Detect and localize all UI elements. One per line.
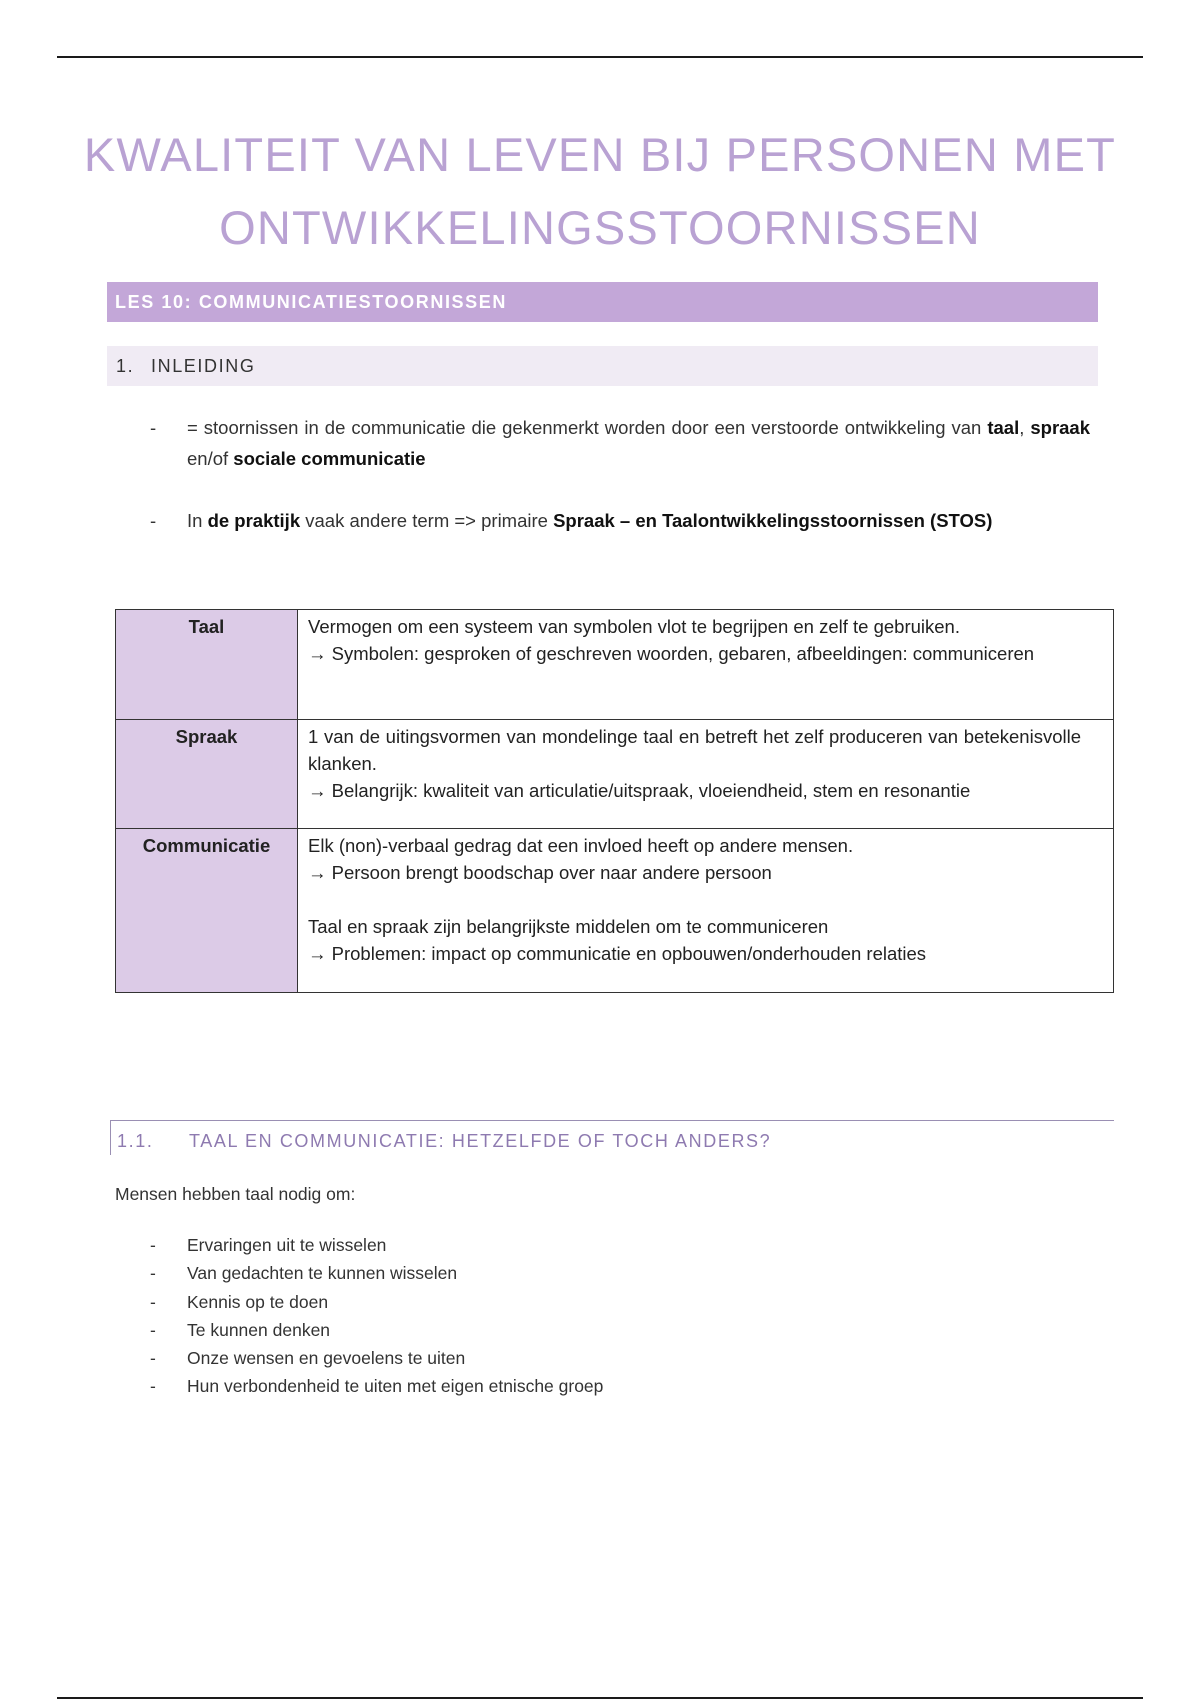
bold-run: Spraak – en Taalontwikkelingsstoornissen (STOS) — [553, 510, 993, 531]
text-run: In — [187, 510, 208, 531]
text-run: en/of — [187, 448, 234, 469]
description-cell — [298, 610, 1114, 720]
list-item-text: Van gedachten te kunnen wisselen — [187, 1263, 458, 1284]
subsection-number: 1.1. — [117, 1131, 154, 1151]
bullet-dash: - — [150, 1263, 156, 1284]
list-item — [150, 1259, 603, 1287]
text-run: = stoornissen in de communicatie die gekenmerkt worden door een verstoorde ontwikkeling van — [187, 417, 988, 438]
lesson-heading: LES 10: COMMUNICATIESTOORNISSEN — [107, 282, 1098, 322]
list-item-text: Te kunnen denken — [187, 1319, 331, 1340]
term-cell: Taal — [116, 610, 298, 720]
intro-paragraph: Mensen hebben taal nodig om: — [115, 1184, 356, 1204]
bullet-dash: - — [150, 417, 157, 438]
section-title: INLEIDING — [151, 356, 256, 376]
list-item — [150, 1288, 603, 1316]
document-title: KWALITEIT VAN LEVEN BIJ PERSONEN MET ONTWIKKELINGSSTOORNISSEN — [83, 128, 1117, 254]
list-item-text: Onze wensen en gevoelens te uiten — [187, 1348, 466, 1369]
description-line: Taal en spraak zijn belangrijkste middelen om te communiceren — [308, 916, 829, 937]
bullet-dash: - — [150, 1348, 156, 1369]
subsection-title: TAAL EN COMMUNICATIE: HETZELFDE OF TOCH ANDERS? — [189, 1131, 772, 1151]
description-cell — [298, 829, 1114, 993]
term-cell: Spraak — [116, 720, 298, 829]
table-row — [116, 720, 1114, 829]
description-cell — [298, 720, 1114, 829]
section-heading-inleiding — [107, 346, 1098, 386]
reasons-list — [150, 1231, 603, 1401]
bold-run: sociale communicatie — [233, 448, 426, 469]
table-row — [116, 610, 1114, 720]
bullet-dash: - — [150, 1319, 156, 1340]
intro-bullet-text — [187, 412, 1090, 474]
description-line: → Persoon brengt boodschap over naar andere persoon — [308, 862, 772, 883]
bold-run: spraak — [1030, 417, 1091, 438]
table-row — [116, 829, 1114, 993]
intro-bullet-2 — [150, 505, 1090, 536]
bullet-dash: - — [150, 1291, 156, 1312]
bold-run: de praktijk — [207, 510, 301, 531]
bold-run: taal — [987, 417, 1020, 438]
intro-bullet-text — [187, 505, 1090, 536]
bullet-dash: - — [150, 1376, 156, 1397]
list-item — [150, 1372, 603, 1400]
description-line: → Symbolen: gesproken of geschreven woorden, gebaren, afbeeldingen: communiceren — [308, 643, 1035, 664]
subsection-heading — [110, 1120, 1114, 1155]
list-item — [150, 1344, 603, 1372]
text-run: vaak andere term => primaire — [300, 510, 554, 531]
description-line: 1 van de uitingsvormen van mondelinge taal en betreft het zelf produceren van betekenisvolle klanken. — [308, 726, 1081, 774]
description-line: → Problemen: impact op communicatie en opbouwen/onderhouden relaties — [308, 943, 927, 964]
list-item — [150, 1231, 603, 1259]
intro-bullet-1 — [150, 412, 1090, 474]
bullet-dash: - — [150, 1235, 156, 1255]
list-item-text: Ervaringen uit te wisselen — [187, 1235, 387, 1255]
text-run: , — [1019, 417, 1031, 438]
list-item — [150, 1316, 603, 1344]
section-number: 1. — [116, 356, 135, 376]
definitions-table — [115, 609, 1114, 993]
list-item-text: Hun verbondenheid te uiten met eigen etnische groep — [187, 1376, 604, 1397]
description-line: → Belangrijk: kwaliteit van articulatie/uitspraak, vloeiendheid, stem en resonantie — [308, 780, 971, 801]
bottom-rule — [57, 1697, 1143, 1699]
description-line: Elk (non)-verbaal gedrag dat een invloed heeft op andere mensen. — [308, 835, 854, 856]
line-gap — [308, 886, 1081, 913]
bullet-dash: - — [150, 510, 157, 531]
description-line: Vermogen om een systeem van symbolen vlot te begrijpen en zelf te gebruiken. — [308, 616, 960, 637]
list-item-text: Kennis op te doen — [187, 1291, 329, 1312]
top-rule — [57, 56, 1143, 58]
term-cell: Communicatie — [116, 829, 298, 993]
